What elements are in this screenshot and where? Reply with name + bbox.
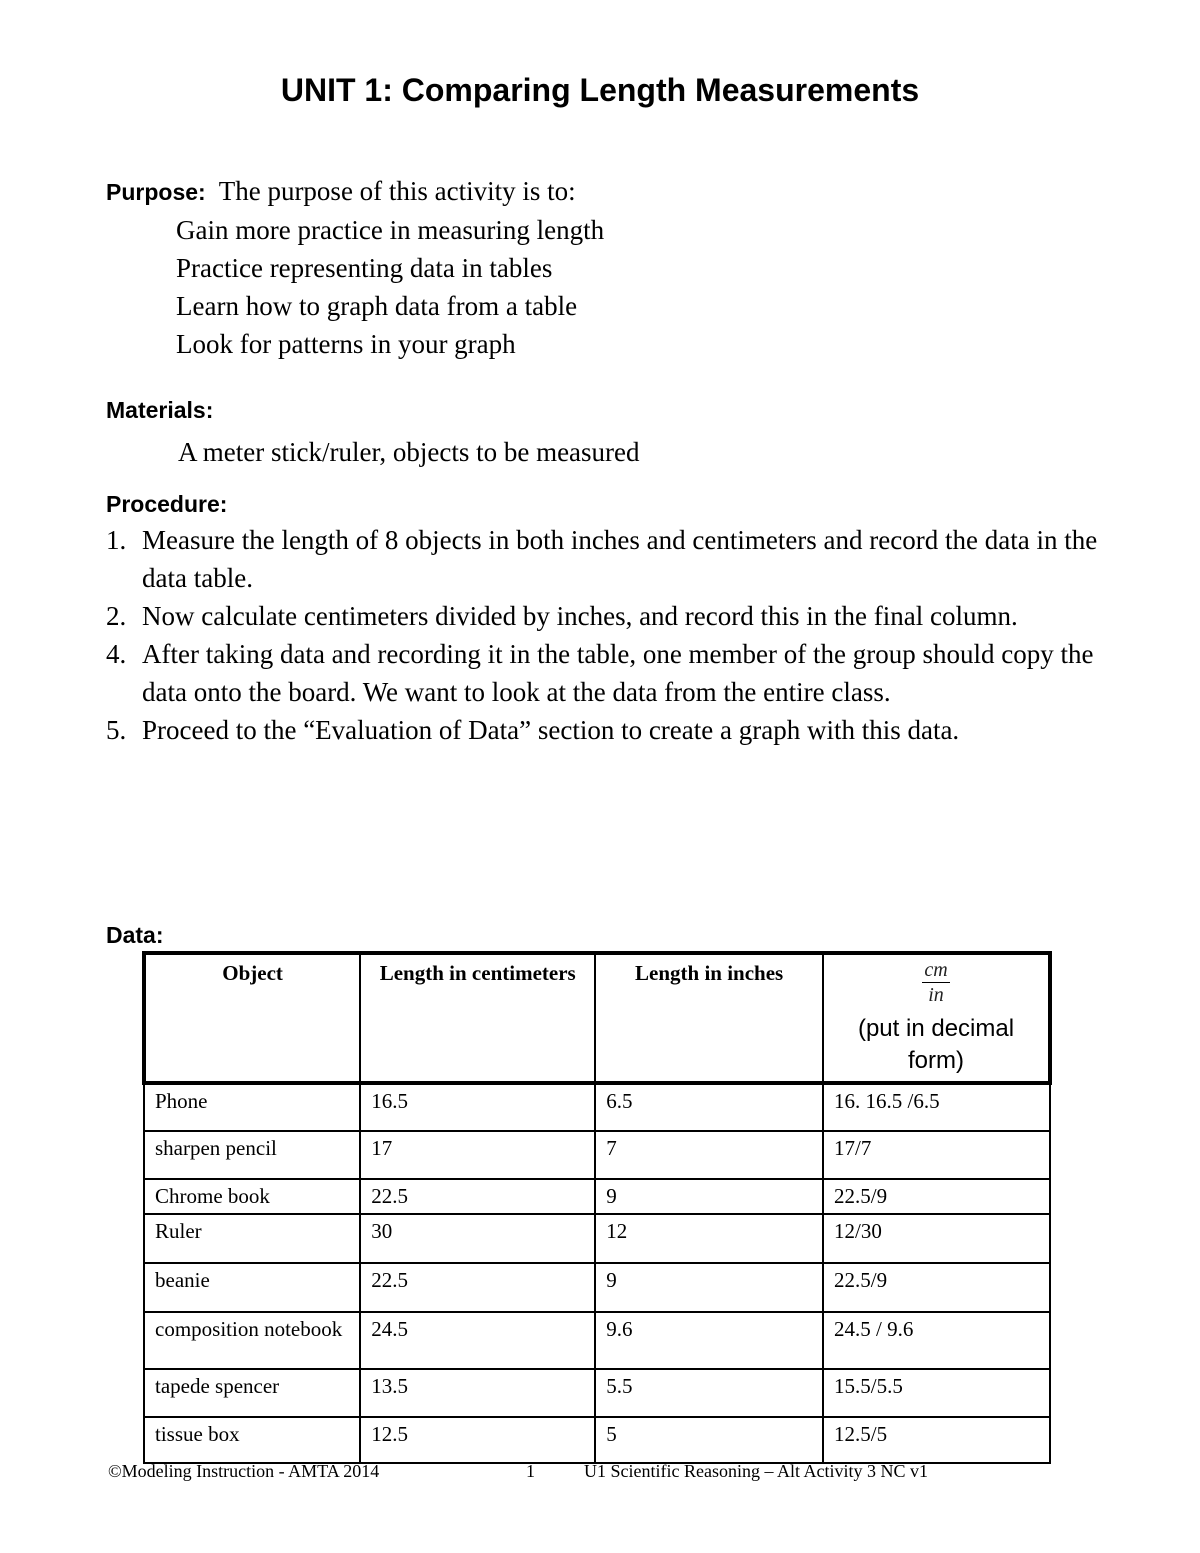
cell-ratio: 16. 16.5 /6.5 [823, 1083, 1050, 1131]
purpose-section [106, 172, 604, 363]
cell-ratio: 12/30 [823, 1214, 1050, 1263]
ratio-note: (put in decimal form) [857, 1015, 1015, 1074]
header-centimeters: Length in centimeters [360, 953, 595, 1083]
cell-centimeters: 13.5 [360, 1369, 595, 1417]
cell-centimeters: 22.5 [360, 1179, 595, 1214]
procedure-step [106, 635, 1106, 711]
cell-inches: 9.6 [595, 1312, 823, 1369]
table-row [144, 1312, 1050, 1369]
data-table [142, 951, 1052, 1464]
cell-ratio: 24.5 / 9.6 [823, 1312, 1050, 1369]
cell-object: beanie [144, 1263, 360, 1312]
table-row [144, 1179, 1050, 1214]
table-row [144, 1263, 1050, 1312]
step-text: Proceed to the “Evaluation of Data” section to create a graph with this data. [142, 715, 960, 745]
table-row [144, 1417, 1050, 1463]
step-number: 5. [106, 715, 127, 745]
cell-ratio: 15.5/5.5 [823, 1369, 1050, 1417]
footer-copyright: ©Modeling Instruction - AMTA 2014 [108, 1461, 380, 1481]
cell-object: tissue box [144, 1417, 360, 1463]
step-text: Now calculate centimeters divided by inches, and record this in the final column. [142, 601, 1018, 631]
cell-object: composition notebook [144, 1312, 360, 1369]
page-title: UNIT 1: Comparing Length Measurements [280, 72, 920, 108]
procedure-section [106, 486, 1106, 749]
table-row [144, 1214, 1050, 1263]
procedure-list [106, 521, 1106, 749]
cell-object: Chrome book [144, 1179, 360, 1214]
ratio-fraction [922, 961, 949, 1004]
cell-inches: 9 [595, 1263, 823, 1312]
step-number: 1. [106, 525, 127, 555]
cell-ratio: 17/7 [823, 1131, 1050, 1179]
cell-ratio: 22.5/9 [823, 1263, 1050, 1312]
cell-centimeters: 12.5 [360, 1417, 595, 1463]
table-row [144, 1131, 1050, 1179]
cell-centimeters: 30 [360, 1214, 595, 1263]
procedure-step [106, 711, 1106, 749]
cell-inches: 12 [595, 1214, 823, 1263]
footer-doc-id: U1 Scientific Reasoning – Alt Activity 3 NC v1 [584, 1461, 928, 1481]
purpose-item: Gain more practice in measuring length [176, 215, 605, 245]
step-number: 4. [106, 639, 127, 669]
procedure-step [106, 597, 1106, 635]
cell-ratio: 12.5/5 [823, 1417, 1050, 1463]
purpose-colon: : [198, 179, 206, 205]
data-colon: : [155, 922, 164, 948]
cell-centimeters: 22.5 [360, 1263, 595, 1312]
ratio-numerator: cm [924, 959, 948, 981]
procedure-colon: : [219, 491, 228, 517]
data-label: Data [106, 922, 156, 948]
materials-label: Materials [106, 397, 206, 423]
cell-object: Phone [144, 1083, 360, 1131]
purpose-item: Practice representing data in tables [176, 253, 553, 283]
header-inches: Length in inches [595, 953, 823, 1083]
footer-page-number: 1 [526, 1461, 535, 1481]
cell-centimeters: 17 [360, 1131, 595, 1179]
cell-centimeters: 16.5 [360, 1083, 595, 1131]
cell-inches: 9 [595, 1179, 823, 1214]
cell-object: tapede spencer [144, 1369, 360, 1417]
header-ratio [823, 953, 1050, 1083]
cell-ratio: 22.5/9 [823, 1179, 1050, 1214]
step-text: After taking data and recording it in the table, one member of the group should copy the data onto the board. We want to look at the data from the entire class. [142, 639, 1094, 707]
materials-text: A meter stick/ruler, objects to be measured [178, 437, 640, 467]
purpose-item: Learn how to graph data from a table [176, 291, 578, 321]
cell-inches: 5 [595, 1417, 823, 1463]
materials-section [106, 390, 640, 471]
materials-colon: : [205, 397, 214, 423]
cell-inches: 6.5 [595, 1083, 823, 1131]
step-number: 2. [106, 601, 127, 631]
purpose-item: Look for patterns in your graph [176, 329, 516, 359]
cell-centimeters: 24.5 [360, 1312, 595, 1369]
procedure-step [106, 521, 1106, 597]
cell-inches: 5.5 [595, 1369, 823, 1417]
cell-object: Ruler [144, 1214, 360, 1263]
table-row [144, 1083, 1050, 1131]
step-text: Measure the length of 8 objects in both inches and centimeters and record the data in the data table. [142, 525, 1098, 593]
table-header-row [144, 953, 1050, 1083]
data-section-label [106, 922, 164, 949]
cell-object: sharpen pencil [144, 1131, 360, 1179]
procedure-label: Procedure [106, 491, 220, 517]
purpose-intro: The purpose of this activity is to: [218, 176, 576, 206]
table-row [144, 1369, 1050, 1417]
header-object: Object [144, 953, 360, 1083]
cell-inches: 7 [595, 1131, 823, 1179]
purpose-label: Purpose [106, 179, 199, 205]
ratio-denominator: in [928, 984, 944, 1006]
